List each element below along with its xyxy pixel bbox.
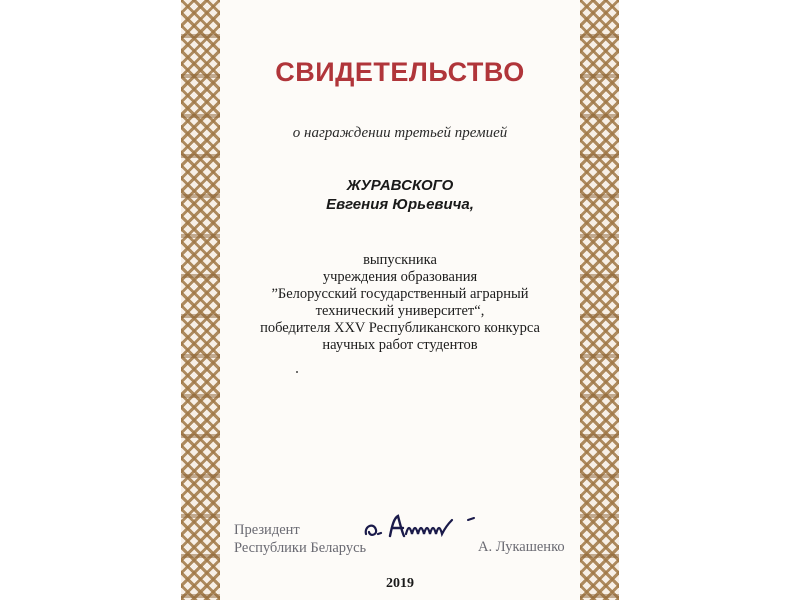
description-line: научных работ студентов xyxy=(322,337,478,353)
ornament-border-left xyxy=(181,0,220,600)
description-line: ”Белорусский государственный аграрный xyxy=(271,286,529,302)
description-line: победителя XXV Республиканского конкурса xyxy=(260,320,540,336)
recipient-given-names: Евгения Юрьевича, xyxy=(326,196,474,213)
issue-year: 2019 xyxy=(386,576,414,591)
recipient-surname: ЖУРАВСКОГО xyxy=(346,177,454,194)
position-line: Республики Беларусь xyxy=(234,540,367,556)
ornament-border-right xyxy=(580,0,619,600)
award-description xyxy=(220,252,580,354)
print-speck xyxy=(296,371,298,373)
signatory-position xyxy=(234,521,366,557)
signatory-name: А. Лукашенко xyxy=(478,539,565,555)
certificate-title: СВИДЕТЕЛЬСТВО xyxy=(275,57,525,87)
description-line: технический университет“, xyxy=(315,303,485,319)
description-line: учреждения образования xyxy=(322,269,478,285)
description-line: выпускника xyxy=(363,252,437,268)
certificate-subtitle: о награждении третьей премией xyxy=(292,125,508,141)
recipient-name xyxy=(220,176,580,214)
position-line: Президент xyxy=(234,522,300,538)
handwritten-signature xyxy=(360,508,490,544)
